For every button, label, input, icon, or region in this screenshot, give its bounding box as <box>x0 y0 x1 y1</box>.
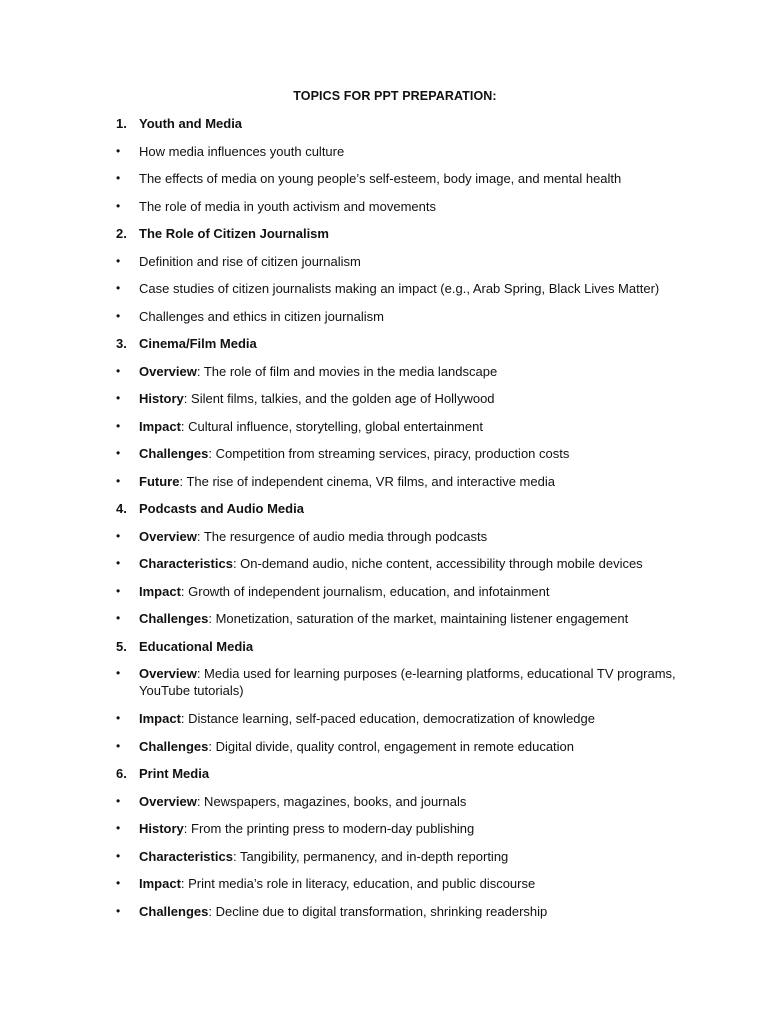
section-title: Educational Media <box>139 638 254 654</box>
bullet-icon: • <box>116 666 121 680</box>
item-description: : Print media’s role in literacy, education, and public discourse <box>180 876 536 891</box>
item-description: : Cultural influence, storytelling, global entertainment <box>180 418 483 434</box>
item-description: : The role of film and movies in the media landscape <box>196 363 498 379</box>
list-item-text <box>139 848 699 865</box>
list-item <box>0 665 768 710</box>
topic-list <box>0 115 768 930</box>
section-number: 4. <box>116 501 127 516</box>
list-item-text <box>139 253 699 270</box>
list-item <box>0 473 768 501</box>
item-description: : Growth of independent journalism, education, and infotainment <box>180 583 550 599</box>
section-number: 1. <box>116 116 127 131</box>
item-label: Overview <box>139 666 197 681</box>
section-number: 3. <box>116 336 127 351</box>
bullet-icon: • <box>116 793 121 808</box>
bullet-icon: • <box>116 281 121 295</box>
list-item <box>0 820 768 848</box>
list-item <box>0 848 768 876</box>
bullet-icon: • <box>116 556 121 570</box>
bullet-icon: • <box>116 711 121 725</box>
list-item-text <box>139 665 699 699</box>
item-label: History <box>139 821 184 836</box>
bullet-icon: • <box>116 876 121 890</box>
bullet-icon: • <box>116 171 121 185</box>
section-number: 6. <box>116 766 127 781</box>
list-item <box>0 363 768 391</box>
section-title: Cinema/Film Media <box>139 336 257 351</box>
list-item-text <box>139 903 699 920</box>
list-item <box>0 583 768 611</box>
list-item-text <box>139 445 699 462</box>
bullet-icon: • <box>116 308 121 323</box>
list-item <box>0 445 768 473</box>
list-item <box>0 793 768 821</box>
section-number: 5. <box>116 638 127 654</box>
section-title: The Role of Citizen Journalism <box>139 226 329 241</box>
list-item <box>0 710 768 738</box>
item-label: Challenges <box>139 446 209 461</box>
item-label: Overview <box>139 363 197 379</box>
list-item-text <box>139 418 699 435</box>
list-item <box>0 875 768 903</box>
list-item-text <box>139 738 699 755</box>
list-item <box>0 308 768 336</box>
bullet-icon: • <box>116 391 121 405</box>
list-item <box>0 903 768 931</box>
list-item-text <box>139 170 699 187</box>
list-item-text <box>139 583 699 600</box>
list-item-text <box>139 473 699 490</box>
bullet-icon: • <box>116 446 121 460</box>
item-label: Challenges <box>139 903 209 919</box>
item-description: : Monetization, saturation of the market, maintaining listener engagement <box>208 611 629 626</box>
bullet-icon: • <box>116 848 121 863</box>
section-title: Print Media <box>139 766 210 781</box>
item-description: The effects of media on young people’s self-esteem, body image, and mental health <box>139 171 622 186</box>
list-item-text <box>139 143 699 160</box>
item-description: : Competition from streaming services, piracy, production costs <box>208 446 570 461</box>
item-label: Future <box>139 473 180 489</box>
item-label: Challenges <box>139 738 209 754</box>
item-label: Challenges <box>139 611 209 626</box>
list-item <box>0 390 768 418</box>
list-item-text <box>139 390 699 407</box>
section-number: 2. <box>116 226 127 241</box>
item-description: : From the printing press to modern-day publishing <box>183 821 475 836</box>
list-item <box>0 738 768 766</box>
list-item-text <box>139 308 699 325</box>
item-description: : Digital divide, quality control, engagement in remote education <box>208 738 575 754</box>
bullet-icon: • <box>116 253 121 268</box>
list-item-text <box>139 198 699 215</box>
bullet-icon: • <box>116 611 121 625</box>
section-heading <box>0 225 768 253</box>
section-heading <box>0 335 768 363</box>
item-description: : Silent films, talkies, and the golden age of Hollywood <box>183 391 495 406</box>
list-item-text <box>139 875 699 892</box>
bullet-icon: • <box>116 583 121 598</box>
item-description: : Media used for learning purposes (e-learning platforms, educational TV programs, YouTube tutorials) <box>139 666 676 698</box>
list-item <box>0 253 768 281</box>
list-item <box>0 280 768 308</box>
section-title: Podcasts and Audio Media <box>139 501 304 516</box>
bullet-icon: • <box>116 363 121 378</box>
item-description: Challenges and ethics in citizen journalism <box>139 308 384 324</box>
bullet-icon: • <box>116 903 121 918</box>
item-label: Impact <box>139 418 181 434</box>
bullet-icon: • <box>116 418 121 433</box>
list-item-text <box>139 820 699 837</box>
list-item <box>0 418 768 446</box>
list-item-text <box>139 793 699 810</box>
section-heading <box>0 115 768 143</box>
bullet-icon: • <box>116 821 121 835</box>
list-item-text <box>139 610 699 627</box>
list-item <box>0 198 768 226</box>
list-item <box>0 170 768 198</box>
item-label: Characteristics <box>139 848 233 864</box>
item-label: Characteristics <box>139 556 233 571</box>
list-item <box>0 610 768 638</box>
list-item-text <box>139 555 699 572</box>
item-description: : Distance learning, self-paced education, democratization of knowledge <box>180 711 595 726</box>
item-description: Definition and rise of citizen journalism <box>139 253 361 269</box>
item-description: : The rise of independent cinema, VR films, and interactive media <box>179 473 555 489</box>
item-description: : Newspapers, magazines, books, and journals <box>196 793 467 809</box>
item-description: The role of media in youth activism and movements <box>139 198 436 214</box>
item-label: Overview <box>139 793 197 809</box>
list-item-text <box>139 528 699 545</box>
list-item <box>0 528 768 556</box>
item-label: Impact <box>139 711 181 726</box>
item-description: : On-demand audio, niche content, accessibility through mobile devices <box>232 556 643 571</box>
item-description: : The resurgence of audio media through podcasts <box>196 528 488 544</box>
list-item <box>0 143 768 171</box>
bullet-icon: • <box>116 738 121 753</box>
item-description: Case studies of citizen journalists making an impact (e.g., Arab Spring, Black Lives Matter) <box>139 281 660 296</box>
bullet-icon: • <box>116 528 121 543</box>
section-title: Youth and Media <box>139 116 243 131</box>
list-item <box>0 555 768 583</box>
item-label: History <box>139 391 184 406</box>
item-label: Impact <box>139 583 181 599</box>
item-label: Overview <box>139 528 197 544</box>
list-item-text <box>139 710 699 727</box>
section-heading <box>0 638 768 666</box>
section-heading <box>0 765 768 793</box>
bullet-icon: • <box>116 143 121 158</box>
item-description: How media influences youth culture <box>139 143 345 159</box>
item-label: Impact <box>139 876 181 891</box>
list-item-text <box>139 280 699 297</box>
item-description: : Tangibility, permanency, and in-depth reporting <box>232 848 509 864</box>
list-item-text <box>139 363 699 380</box>
document-title: TOPICS FOR PPT PREPARATION: <box>293 89 497 103</box>
section-heading <box>0 500 768 528</box>
bullet-icon: • <box>116 198 121 213</box>
bullet-icon: • <box>116 473 121 488</box>
item-description: : Decline due to digital transformation, shrinking readership <box>208 903 548 919</box>
